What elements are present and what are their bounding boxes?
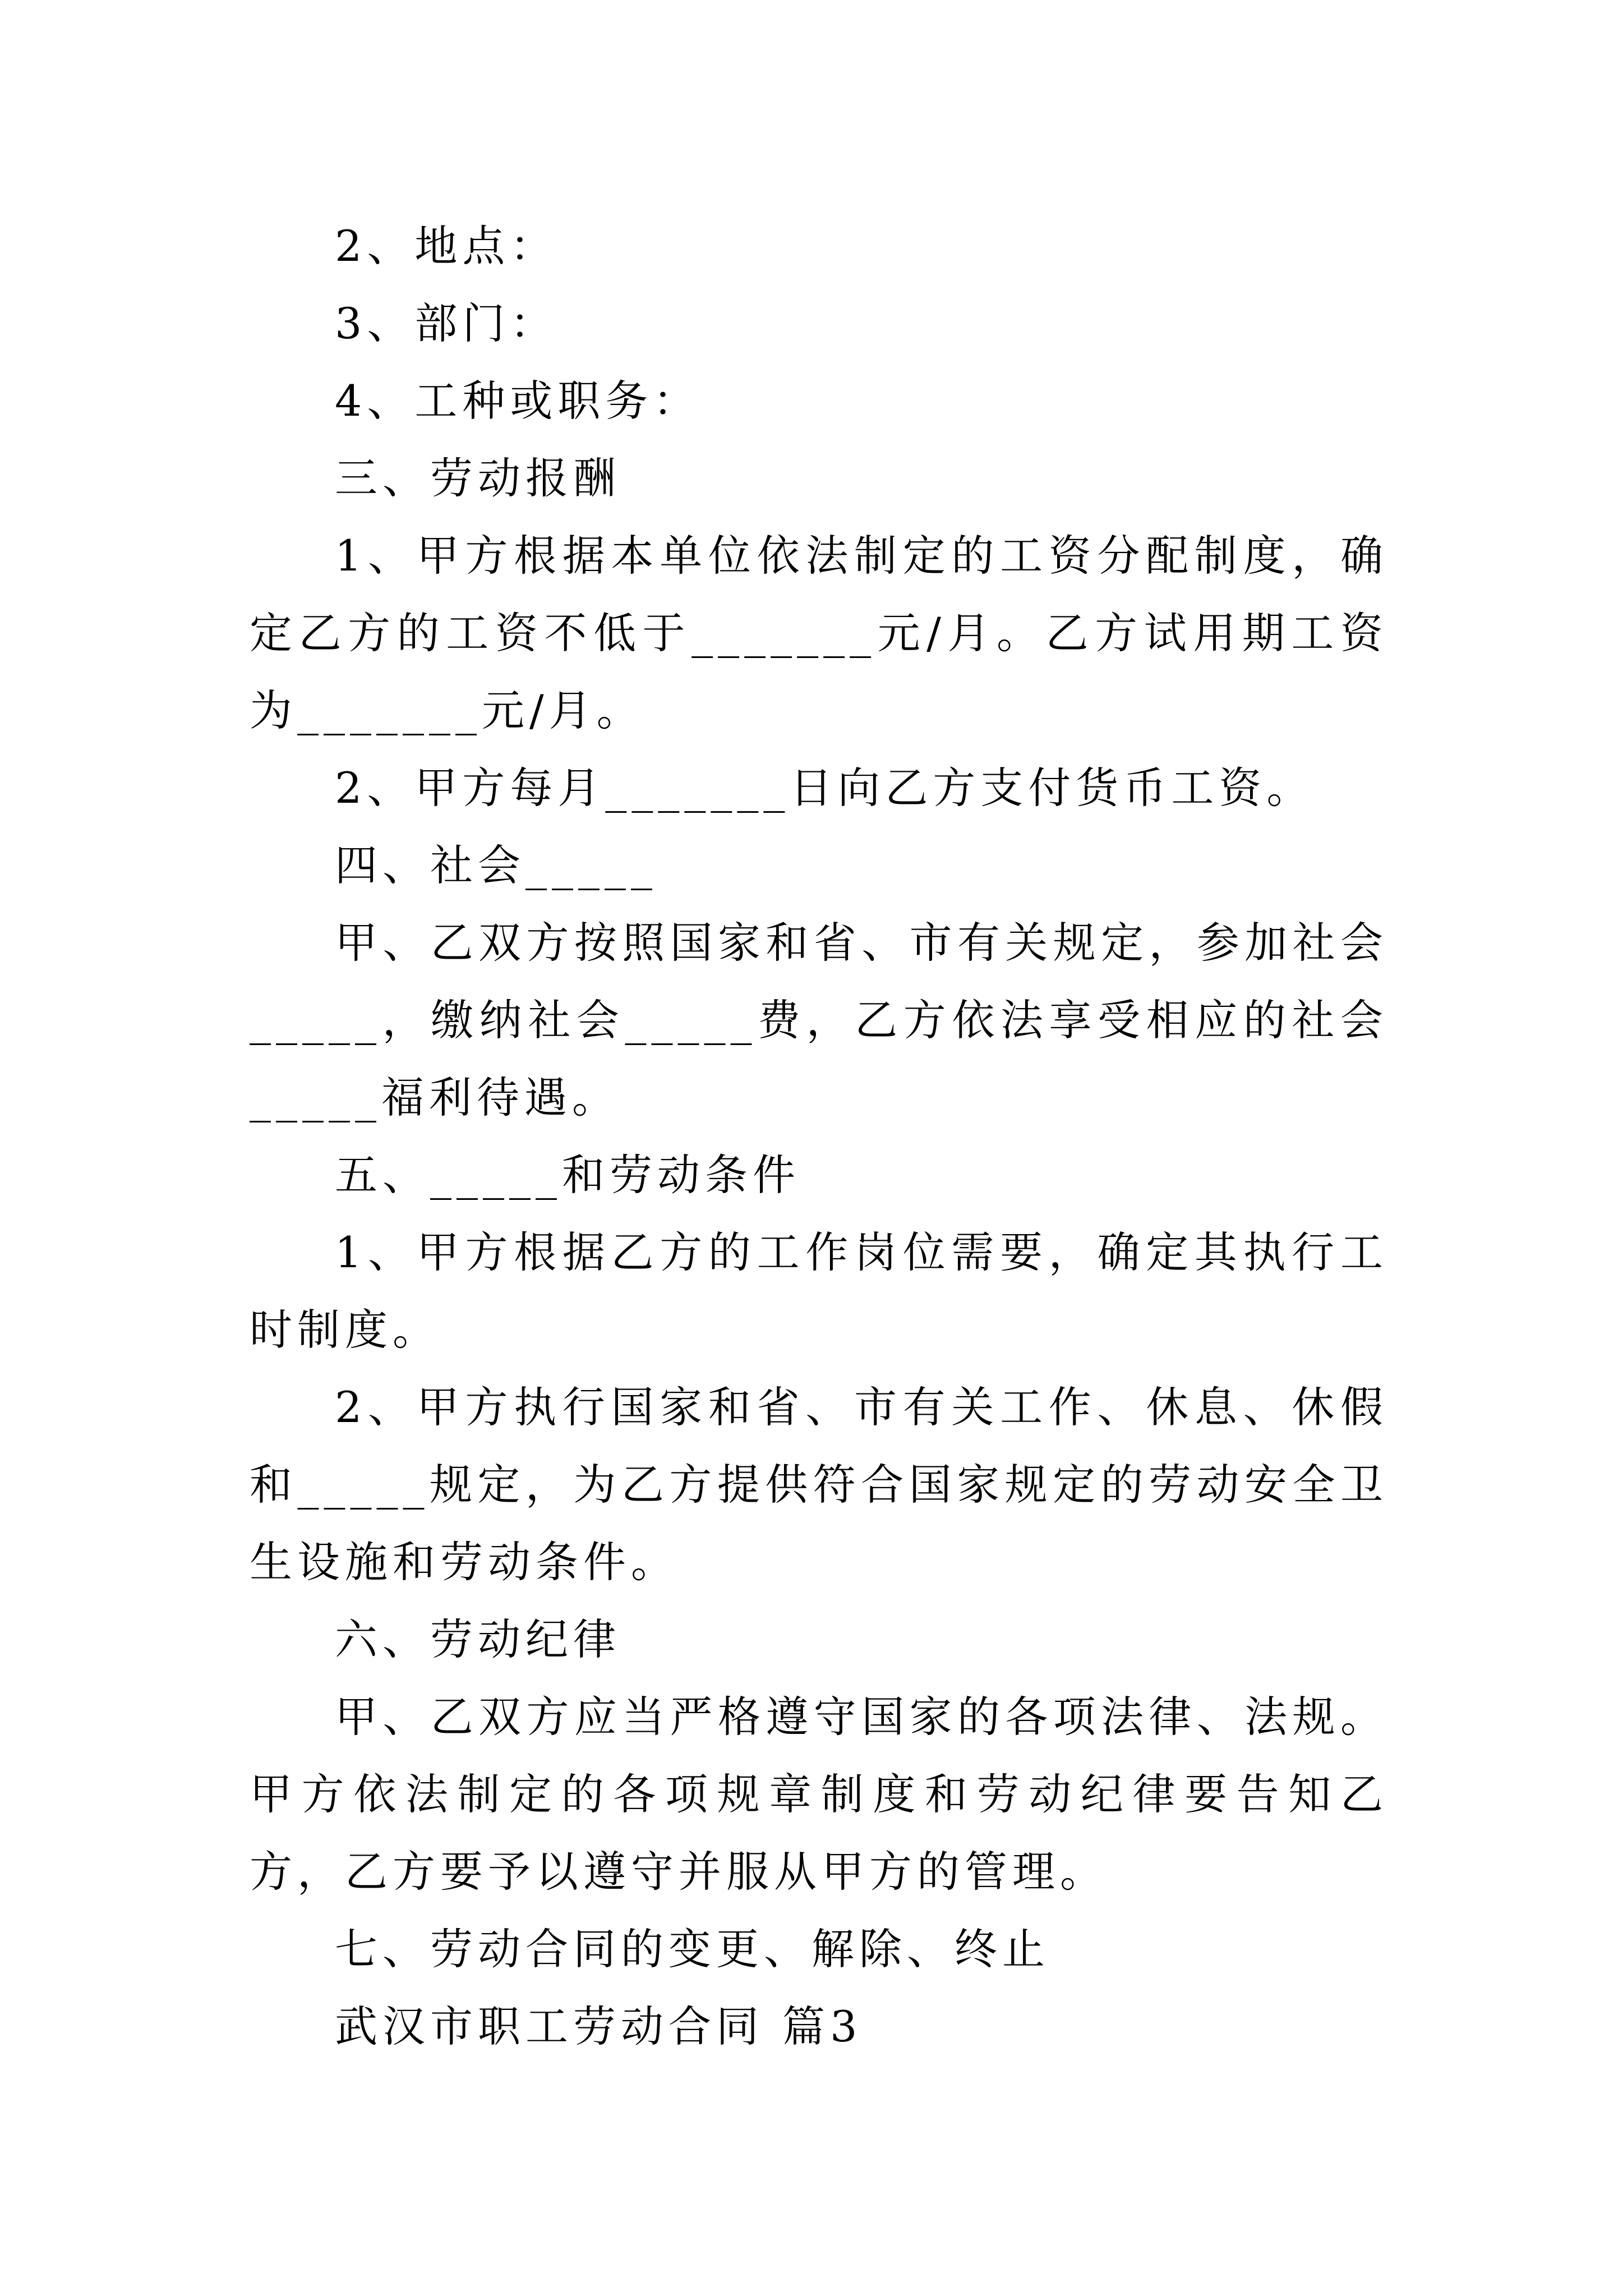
paragraph-working-hours: 1、甲方根据乙方的工作岗位需要，确定其执行工时制度。	[250, 1227, 1388, 1355]
paragraph-wage-payday: 2、甲方每月_______日向乙方支付货币工资。	[335, 763, 1315, 813]
section-heading-discipline: 六、劳动纪律	[335, 1614, 621, 1664]
paragraph-job-type: 4、工种或职务：	[335, 376, 701, 426]
document-page	[250, 208, 1388, 2065]
section-heading-remuneration: 三、劳动报酬	[335, 453, 621, 503]
paragraph-wage-minimum: 1、甲方根据本单位依法制定的工资分配制度，确定乙方的工资不低于_______元/月。乙方试用期工资为_______元/月。	[250, 531, 1388, 735]
paragraph-department: 3、部门：	[335, 298, 558, 348]
contract-title-part3: 武汉市职工劳动合同 篇3	[335, 2001, 863, 2051]
section-heading-social: 四、社会_____	[335, 840, 657, 890]
paragraph-location: 2、地点：	[335, 221, 558, 271]
paragraph-discipline: 甲、乙双方应当严格遵守国家的各项法律、法规。甲方依法制定的各项规章制度和劳动纪律要告知乙方，乙方要予以遵守并服从甲方的管理。	[250, 1692, 1388, 1897]
paragraph-safety-conditions: 2、甲方执行国家和省、市有关工作、休息、休假和_____规定，为乙方提供符合国家规定的劳动安全卫生设施和劳动条件。	[250, 1382, 1388, 1587]
section-heading-contract-change: 七、劳动合同的变更、解除、终止	[335, 1924, 1050, 1974]
paragraph-social-insurance: 甲、乙双方按照国家和省、市有关规定，参加社会_____，缴纳社会_____费，乙方依法享受相应的社会_____福利待遇。	[250, 918, 1388, 1122]
section-heading-conditions: 五、_____和劳动条件	[335, 1150, 800, 1200]
